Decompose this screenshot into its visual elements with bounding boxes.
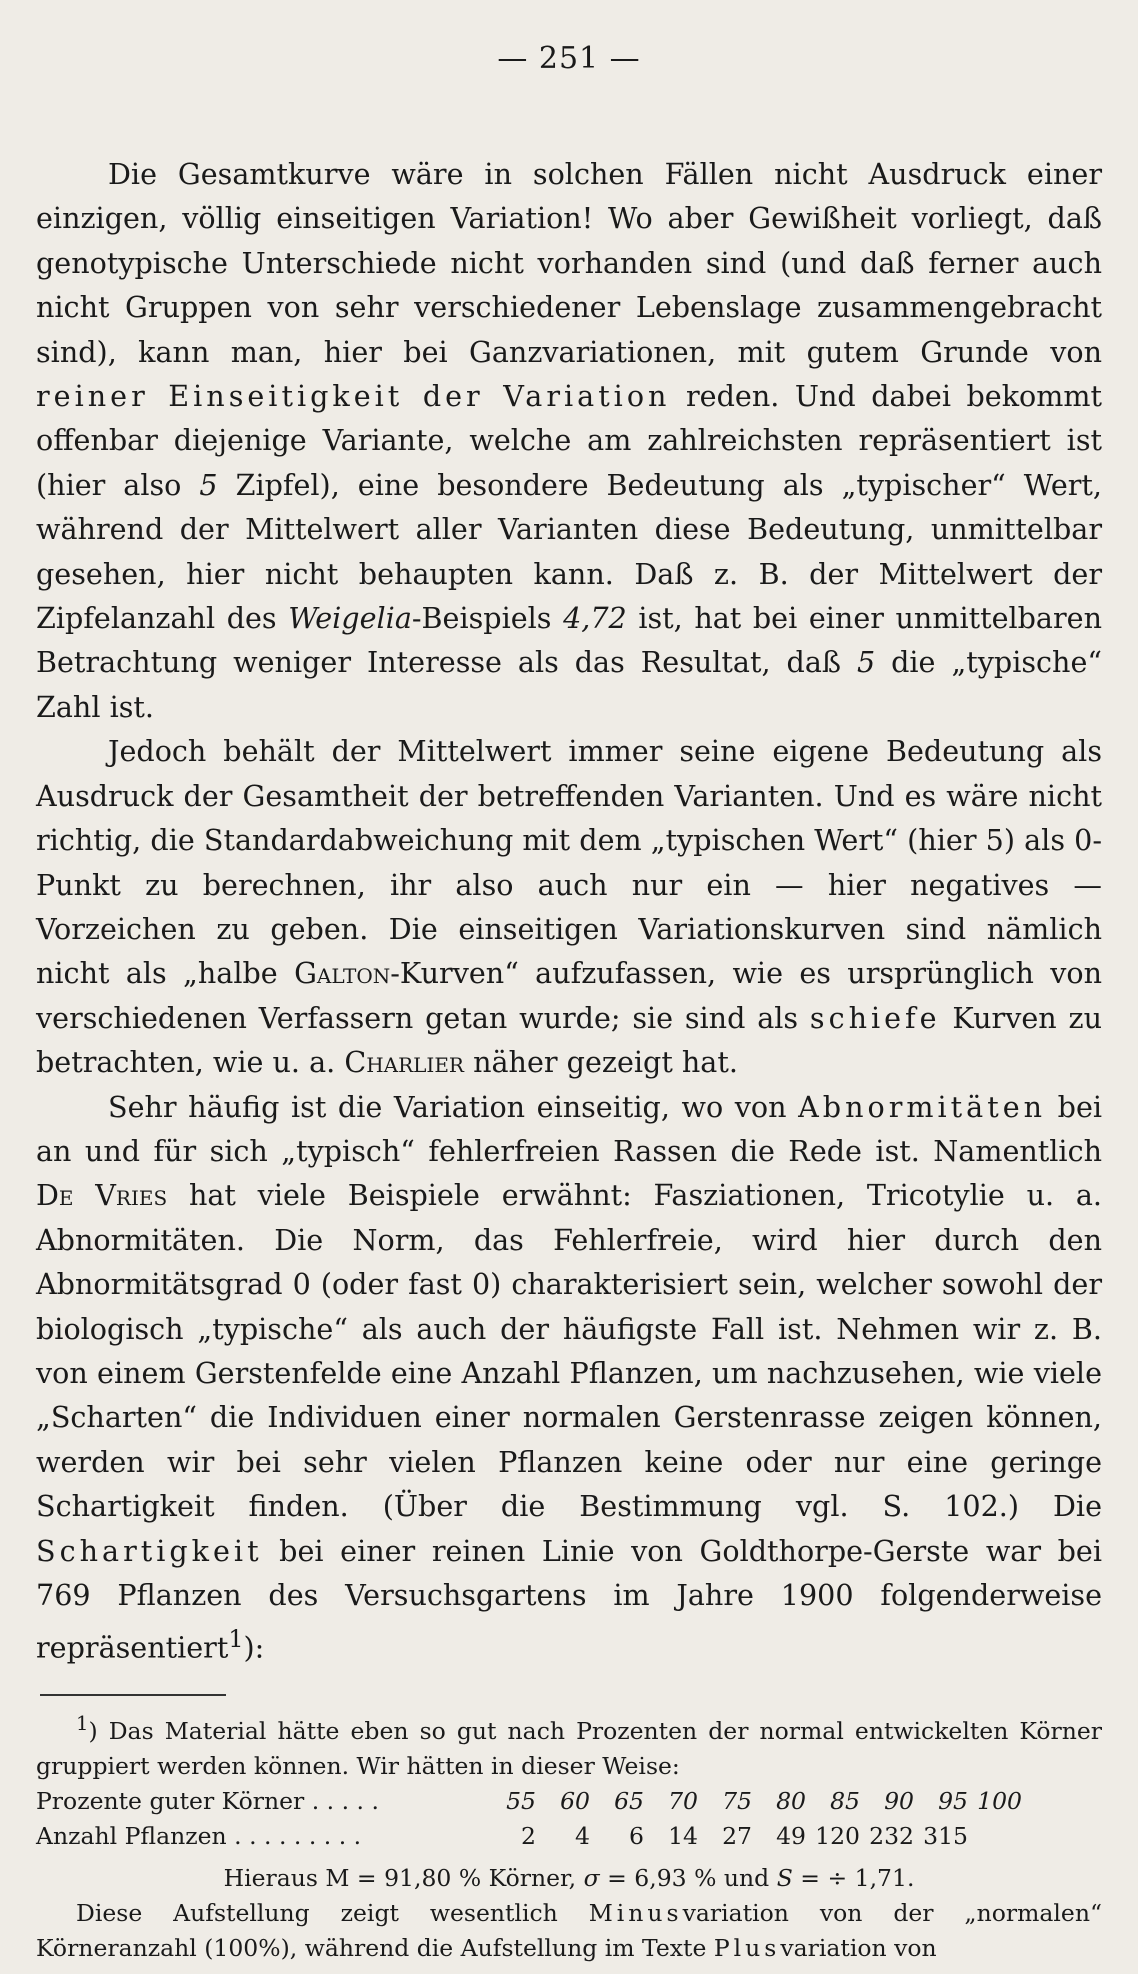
footnote-intro [36,1706,1102,1784]
table-cell: 65 [614,1787,644,1816]
footnote-conclusion [36,1896,1102,1966]
author-name: Charlier [344,1045,464,1080]
table-cell: 100 [977,1787,1022,1816]
table-cell: 80 [776,1787,806,1816]
text-run: Sehr häufig ist die Variation einseitig, wo von [108,1089,787,1124]
paragraph-2 [36,729,1102,1084]
spaced-emphasis: reiner Einseitigkeit der Variation [36,379,671,414]
paragraph-3 [36,1085,1102,1671]
text-run: reden. Und dabei bekommt offenbar diejenige Variante, welche am zahlreichsten repräsentiert ist (hier also [36,379,1102,502]
author-name: Galton [294,956,391,991]
paragraph-1 [36,152,1102,729]
s-symbol: S [776,1864,793,1893]
text-run: hat viele Beispiele erwähnt: Fasziationen, Tricotylie u. a. Abnormitäten. Die Norm, das Fehlerfreie, wird hier durch den Abnormitätsgrad 0 (oder fast 0) charakterisiert sein, welcher sowohl der biologisch „typische“ als auch der häufigste Fall ist. Nehmen wir z. B. von einem Gerstenfelde eine Anzahl Pflanzen, um nachzusehen, wie viele „Scharten“ die Individuen einer normalen Gerstenrasse zeigen können, werden wir bei sehr vielen Pflanzen keine oder nur eine geringe Schartigkeit finden. (Über die Bestimmung vgl. S. 102.) Die [36,1178,1102,1524]
text-run: = 6,93 % und [607,1864,770,1893]
table-cell: 27 [722,1822,752,1851]
author-name: De Vries [36,1178,168,1213]
table-cell: 4 [575,1822,590,1851]
spaced-emphasis: Minus [588,1899,683,1928]
genus-name: Weigelia [288,601,412,636]
text-run: ) Das Material hätte eben so gut nach Prozenten der normal entwickelten Körner gruppiert werden können. Wir hätten in dieser Weise: [36,1717,1102,1781]
text-run: näher gezeigt hat. [473,1045,738,1080]
text-run: Diese Aufstellung zeigt wesentlich [76,1899,558,1928]
table-cell [968,1819,1022,1854]
footnote-table [36,1784,1022,1854]
table-cell: 14 [668,1822,698,1851]
footnote-summary [36,1860,1102,1896]
text-run: ): [243,1630,265,1665]
sigma-symbol: σ [583,1864,600,1893]
text-run: -Beispiels [411,601,552,636]
footnote [36,1706,1102,1966]
table-cell: 75 [722,1787,752,1816]
text-run: Kurven zu betrachten, wie u. a. [36,1000,1102,1080]
table-cell: 55 [506,1787,536,1816]
table-cell: 120 [815,1822,860,1851]
main-text [36,152,1102,1670]
table-cell: 95 [938,1787,968,1816]
table-cell: 2 [521,1822,536,1851]
page-header [36,42,1102,102]
footnote-marker: 1 [76,1712,89,1736]
spaced-emphasis: Abnormitäten [798,1089,1047,1124]
italic-number: 5 [199,467,218,502]
table-cell: 315 [923,1822,968,1851]
table-cell: 49 [776,1822,806,1851]
text-run: ist, hat bei einer unmittelbaren Betrachtung weniger Interesse als das Resultat, daß [36,601,1102,680]
text-run: = ÷ 1,71. [800,1864,915,1893]
table-cell: 6 [629,1822,644,1851]
text-run: Die Gesamtkurve wäre in solchen Fällen nicht Ausdruck einer einzigen, völlig einseitigen Variation! Wo aber Gewißheit vorliegt, daß genotypische Unterschiede nicht vorhanden sind (und daß ferner auch nicht Gruppen von sehr verschiedener Lebenslage zusammengebracht sind), kann man, hier bei Ganzvariationen, mit gutem Grunde von [36,157,1102,369]
table-cell: 90 [884,1787,914,1816]
text-run: bei einer reinen Linie von Goldthorpe-Gerste war bei 769 Pflanzen des Versuchsgartens im Jahre 1900 folgenderweise repräsentiert [36,1533,1102,1665]
italic-number: 4,72 [563,601,627,636]
table-cell: 60 [560,1787,590,1816]
text-run: Jedoch behält der Mittelwert immer seine eigene Bedeutung als Ausdruck der Gesamtheit der betreffenden Varianten. Und es wäre nicht richtig, die Standardabweichung mit dem „typischen Wert“ (hier 5) als 0-Punkt zu berechnen, ihr also auch nur ein — hier negatives — Vorzeichen zu geben. Die einseitigen Variationskurven sind nämlich nicht als „halbe [36,734,1102,991]
text-run: Hieraus M = 91,80 % Körner, [223,1864,577,1893]
table-cell: 232 [869,1822,914,1851]
table-row [36,1819,1022,1854]
spaced-emphasis: Plus [713,1934,781,1963]
table-row [36,1784,1022,1819]
text-run: bei an und für sich „typisch“ fehlerfreien Rassen die Rede ist. Namentlich [36,1089,1103,1168]
table-cell: 85 [830,1787,860,1816]
text-run: die „typische“ Zahl ist. [36,645,1102,724]
table-cell: 70 [668,1787,698,1816]
spaced-emphasis: schiefe [809,1000,941,1035]
footnote-rule [40,1694,226,1696]
text-run: Zipfel), eine besondere Bedeutung als „typischer“ Wert, während der Mittelwert aller Varianten diese Bedeutung, unmittelbar gesehen, hier nicht behaupten kann. Daß z. B. der Mittelwert der Zipfelanzahl des [36,467,1103,636]
text-run: variation von [780,1934,937,1963]
italic-number: 5 [856,645,876,680]
spaced-emphasis: Schartigkeit [36,1533,263,1568]
text-run: variation von der „normalen“ Körneranzahl (100%), während die Aufstellung im Texte [36,1899,1102,1963]
footnote-ref: 1 [228,1625,244,1654]
row-label: Prozente guter Körner . . . . . [36,1787,379,1816]
text-run: -Kurven“ aufzufassen, wie es ursprünglich von verschiedenen Verfassern getan wurde; sie sind als [36,956,1102,1035]
row-label: Anzahl Pflanzen . . . . . . . . . [36,1822,362,1851]
page-number: — 251 — [497,41,641,76]
